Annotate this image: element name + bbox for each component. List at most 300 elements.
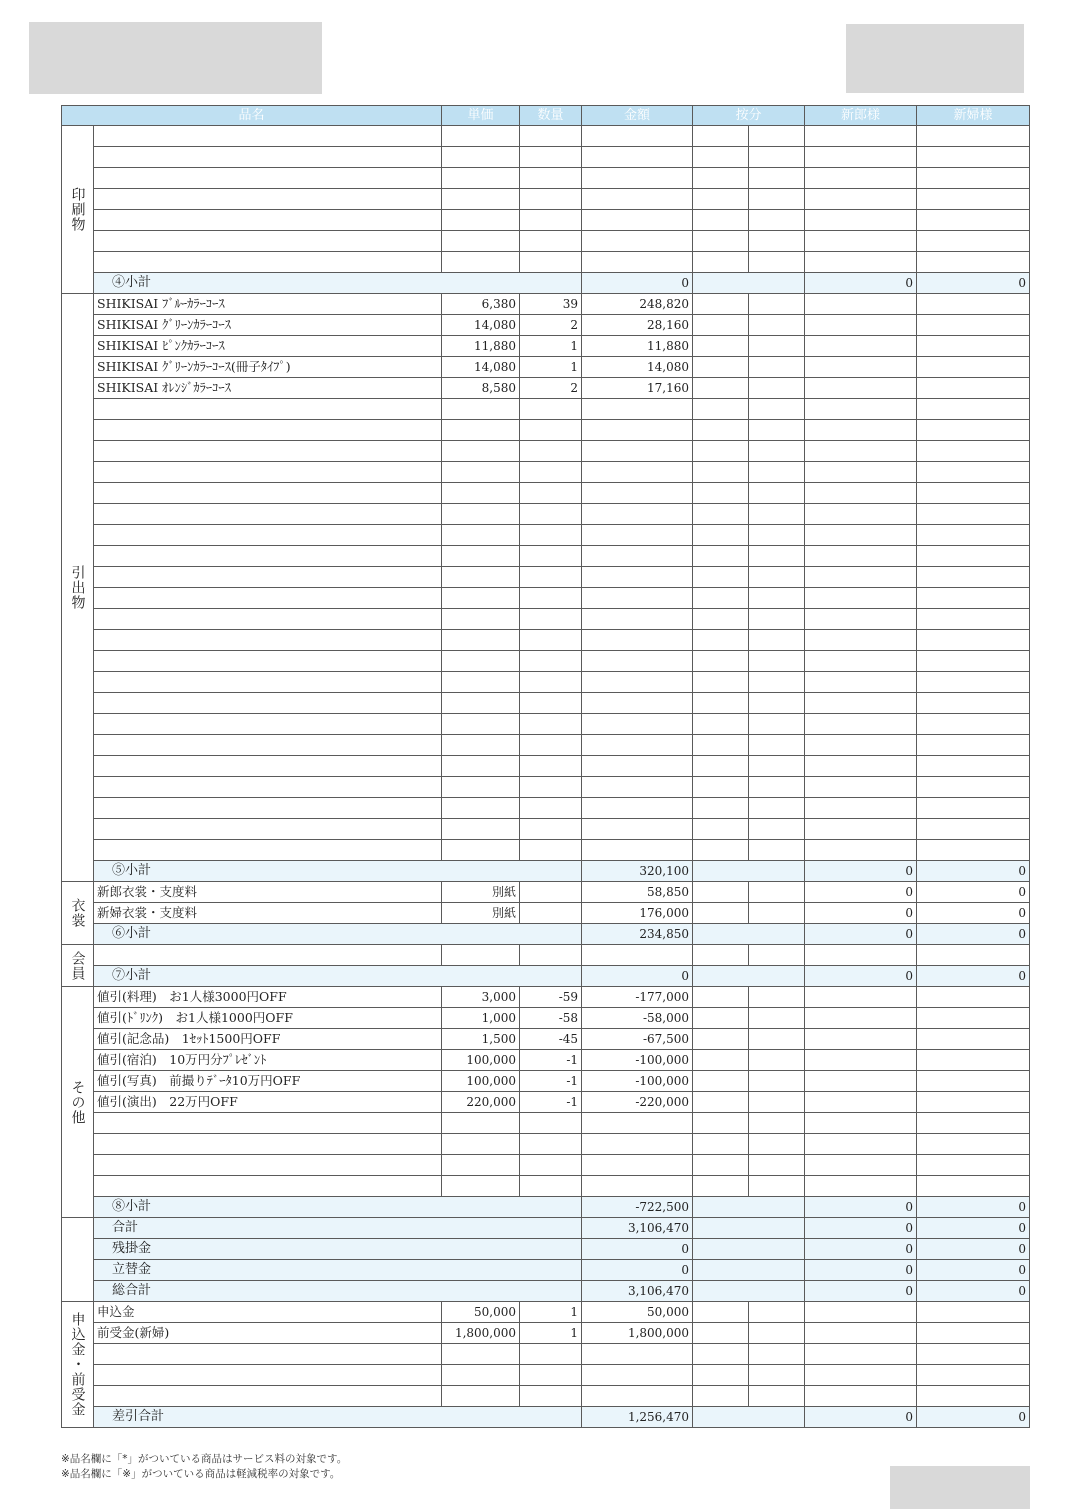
subtotal-label: 総合計 — [94, 1281, 582, 1302]
allocation-b — [749, 777, 805, 798]
amount — [582, 651, 693, 672]
groom-amount — [805, 1365, 917, 1386]
unit-price — [442, 651, 520, 672]
allocation-b — [749, 1344, 805, 1365]
allocation-b — [749, 672, 805, 693]
bride-amount — [917, 1386, 1030, 1407]
table-row — [62, 861, 1030, 882]
table-row — [62, 1407, 1030, 1428]
amount: -177,000 — [582, 987, 693, 1008]
allocation-a — [693, 441, 749, 462]
subtotal-allocation — [693, 1281, 805, 1302]
table-row — [62, 357, 1030, 378]
item-name — [94, 1386, 442, 1407]
bride-amount — [917, 672, 1030, 693]
subtotal-groom: 0 — [805, 1218, 917, 1239]
allocation-b — [749, 546, 805, 567]
unit-price: 別紙 — [442, 903, 520, 924]
subtotal-groom: 0 — [805, 966, 917, 987]
groom-amount — [805, 1008, 917, 1029]
unit-price — [442, 630, 520, 651]
bride-amount — [917, 651, 1030, 672]
table-row — [62, 630, 1030, 651]
unit-price — [442, 546, 520, 567]
allocation-b — [749, 945, 805, 966]
footnotes — [61, 1452, 347, 1482]
bride-amount — [917, 630, 1030, 651]
table-row — [62, 1386, 1030, 1407]
allocation-a — [693, 840, 749, 861]
unit-price — [442, 1344, 520, 1365]
bride-amount — [917, 357, 1030, 378]
allocation-b — [749, 294, 805, 315]
footnote-tax: ※品名欄に「※」がついている商品は軽減税率の対象です。 — [61, 1468, 341, 1480]
groom-amount — [805, 798, 917, 819]
unit-price: 14,080 — [442, 315, 520, 336]
table-row — [62, 1281, 1030, 1302]
table-row — [62, 672, 1030, 693]
table-row — [62, 1344, 1030, 1365]
header-unit-price: 単価 — [442, 106, 520, 126]
allocation-a — [693, 168, 749, 189]
unit-price — [442, 735, 520, 756]
quantity — [520, 168, 582, 189]
amount — [582, 1344, 693, 1365]
allocation-a — [693, 567, 749, 588]
unit-price: 1,800,000 — [442, 1323, 520, 1344]
allocation-b — [749, 588, 805, 609]
quantity — [520, 399, 582, 420]
table-row — [62, 882, 1030, 903]
quantity: 1 — [520, 357, 582, 378]
item-name: 申込金 — [94, 1302, 442, 1323]
subtotal-amount: 320,100 — [582, 861, 693, 882]
allocation-a — [693, 1092, 749, 1113]
amount — [582, 210, 693, 231]
table-row — [62, 147, 1030, 168]
item-name: 新婦衣裳・支度料 — [94, 903, 442, 924]
bride-amount — [917, 714, 1030, 735]
quantity — [520, 945, 582, 966]
redacted-header-right — [846, 24, 1024, 93]
amount — [582, 819, 693, 840]
redacted-footer-right — [890, 1466, 1030, 1509]
amount — [582, 504, 693, 525]
item-name — [94, 798, 442, 819]
quantity — [520, 189, 582, 210]
allocation-a — [693, 294, 749, 315]
item-name — [94, 630, 442, 651]
allocation-a — [693, 1113, 749, 1134]
unit-price: 3,000 — [442, 987, 520, 1008]
unit-price — [442, 693, 520, 714]
groom-amount — [805, 840, 917, 861]
item-name: SHIKISAI ﾌﾞﾙｰｶﾗｰｺｰｽ — [94, 294, 442, 315]
item-name: SHIKISAI ｸﾞﾘｰﾝｶﾗｰｺｰｽ(冊子ﾀｲﾌﾟ) — [94, 357, 442, 378]
allocation-a — [693, 546, 749, 567]
unit-price — [442, 1365, 520, 1386]
allocation-b — [749, 1386, 805, 1407]
quantity: -58 — [520, 1008, 582, 1029]
table-row — [62, 987, 1030, 1008]
allocation-a — [693, 189, 749, 210]
table-row — [62, 1197, 1030, 1218]
allocation-b — [749, 1365, 805, 1386]
groom-amount — [805, 525, 917, 546]
table-row — [62, 798, 1030, 819]
groom-amount — [805, 609, 917, 630]
unit-price — [442, 840, 520, 861]
amount: 1,800,000 — [582, 1323, 693, 1344]
item-name — [94, 126, 442, 147]
unit-price: 別紙 — [442, 882, 520, 903]
allocation-a — [693, 588, 749, 609]
unit-price — [442, 189, 520, 210]
quantity: 1 — [520, 336, 582, 357]
subtotal-amount: 234,850 — [582, 924, 693, 945]
unit-price — [442, 1113, 520, 1134]
header-allocation: 按分 — [693, 106, 805, 126]
allocation-b — [749, 210, 805, 231]
table-row — [62, 231, 1030, 252]
allocation-a — [693, 693, 749, 714]
table-row — [62, 126, 1030, 147]
allocation-b — [749, 504, 805, 525]
item-name — [94, 462, 442, 483]
allocation-a — [693, 210, 749, 231]
table-row — [62, 462, 1030, 483]
amount — [582, 462, 693, 483]
allocation-b — [749, 567, 805, 588]
quantity — [520, 231, 582, 252]
bride-amount — [917, 1092, 1030, 1113]
item-name — [94, 672, 442, 693]
amount — [582, 420, 693, 441]
groom-amount — [805, 735, 917, 756]
allocation-a — [693, 357, 749, 378]
bride-amount — [917, 1323, 1030, 1344]
amount — [582, 714, 693, 735]
allocation-a — [693, 1050, 749, 1071]
table-row — [62, 525, 1030, 546]
table-row — [62, 567, 1030, 588]
groom-amount — [805, 315, 917, 336]
table-row — [62, 168, 1030, 189]
allocation-b — [749, 756, 805, 777]
subtotal-amount: 1,256,470 — [582, 1407, 693, 1428]
amount: 28,160 — [582, 315, 693, 336]
quantity — [520, 483, 582, 504]
unit-price: 6,380 — [442, 294, 520, 315]
subtotal-groom: 0 — [805, 861, 917, 882]
bride-amount — [917, 126, 1030, 147]
subtotal-allocation — [693, 861, 805, 882]
bride-amount — [917, 1155, 1030, 1176]
allocation-a — [693, 882, 749, 903]
bride-amount — [917, 756, 1030, 777]
subtotal-label: 立替金 — [94, 1260, 582, 1281]
quantity — [520, 693, 582, 714]
groom-amount — [805, 987, 917, 1008]
unit-price — [442, 483, 520, 504]
allocation-a — [693, 1134, 749, 1155]
amount — [582, 1176, 693, 1197]
allocation-a — [693, 735, 749, 756]
quantity — [520, 462, 582, 483]
allocation-a — [693, 378, 749, 399]
category-label: 衣裳 — [62, 882, 94, 945]
table-row — [62, 189, 1030, 210]
allocation-b — [749, 987, 805, 1008]
subtotal-groom: 0 — [805, 1197, 917, 1218]
bride-amount — [917, 315, 1030, 336]
groom-amount — [805, 651, 917, 672]
subtotal-bride: 0 — [917, 1407, 1030, 1428]
table-row — [62, 714, 1030, 735]
bride-amount — [917, 147, 1030, 168]
subtotal-amount: 3,106,470 — [582, 1281, 693, 1302]
item-name — [94, 777, 442, 798]
groom-amount — [805, 1323, 917, 1344]
amount — [582, 399, 693, 420]
unit-price — [442, 231, 520, 252]
subtotal-bride: 0 — [917, 1260, 1030, 1281]
table-row — [62, 819, 1030, 840]
table-row — [62, 735, 1030, 756]
bride-amount — [917, 1071, 1030, 1092]
groom-amount — [805, 1176, 917, 1197]
subtotal-amount: 0 — [582, 966, 693, 987]
quantity: -59 — [520, 987, 582, 1008]
allocation-a — [693, 672, 749, 693]
bride-amount — [917, 1344, 1030, 1365]
item-name: 値引(宿泊) 10万円分ﾌﾟﾚｾﾞﾝﾄ — [94, 1050, 442, 1071]
allocation-b — [749, 693, 805, 714]
bride-amount — [917, 1134, 1030, 1155]
quantity — [520, 1134, 582, 1155]
allocation-a — [693, 1323, 749, 1344]
amount — [582, 252, 693, 273]
allocation-a — [693, 987, 749, 1008]
table-row — [62, 1302, 1030, 1323]
unit-price — [442, 609, 520, 630]
bride-amount — [917, 231, 1030, 252]
amount — [582, 945, 693, 966]
groom-amount — [805, 231, 917, 252]
subtotal-amount: 3,106,470 — [582, 1218, 693, 1239]
allocation-a — [693, 252, 749, 273]
allocation-a — [693, 1344, 749, 1365]
amount — [582, 1386, 693, 1407]
footnote-service: ※品名欄に「*」がついている商品はサービス料の対象です。 — [61, 1453, 348, 1465]
allocation-b — [749, 525, 805, 546]
allocation-a — [693, 819, 749, 840]
subtotal-bride: 0 — [917, 1281, 1030, 1302]
allocation-b — [749, 189, 805, 210]
table-row — [62, 504, 1030, 525]
allocation-b — [749, 1155, 805, 1176]
quantity — [520, 126, 582, 147]
subtotal-amount: 0 — [582, 1239, 693, 1260]
groom-amount — [805, 693, 917, 714]
subtotal-allocation — [693, 1218, 805, 1239]
header-bride: 新婦様 — [917, 106, 1030, 126]
amount — [582, 567, 693, 588]
table-row — [62, 483, 1030, 504]
subtotal-bride: 0 — [917, 1218, 1030, 1239]
allocation-a — [693, 777, 749, 798]
subtotal-allocation — [693, 273, 805, 294]
table-row — [62, 1260, 1030, 1281]
subtotal-allocation — [693, 924, 805, 945]
bride-amount — [917, 525, 1030, 546]
allocation-a — [693, 126, 749, 147]
quantity: -1 — [520, 1092, 582, 1113]
amount — [582, 441, 693, 462]
allocation-b — [749, 1134, 805, 1155]
allocation-b — [749, 462, 805, 483]
groom-amount — [805, 1029, 917, 1050]
unit-price — [442, 1155, 520, 1176]
item-name — [94, 483, 442, 504]
quantity — [520, 714, 582, 735]
groom-amount — [805, 819, 917, 840]
item-name: 値引(ﾄﾞﾘﾝｸ) お1人様1000円OFF — [94, 1008, 442, 1029]
quantity — [520, 1176, 582, 1197]
redacted-header-left — [29, 22, 322, 94]
unit-price — [442, 525, 520, 546]
allocation-b — [749, 252, 805, 273]
quantity — [520, 546, 582, 567]
unit-price — [442, 588, 520, 609]
quantity — [520, 651, 582, 672]
amount — [582, 168, 693, 189]
item-name — [94, 651, 442, 672]
table-row — [62, 378, 1030, 399]
bride-amount — [917, 168, 1030, 189]
amount — [582, 525, 693, 546]
quantity — [520, 147, 582, 168]
bride-amount — [917, 777, 1030, 798]
amount — [582, 777, 693, 798]
bride-amount — [917, 798, 1030, 819]
groom-amount — [805, 1071, 917, 1092]
quantity — [520, 819, 582, 840]
quantity — [520, 903, 582, 924]
amount — [582, 1134, 693, 1155]
item-name: SHIKISAI ｵﾚﾝｼﾞｶﾗｰｺｰｽ — [94, 378, 442, 399]
item-name — [94, 546, 442, 567]
amount — [582, 693, 693, 714]
unit-price — [442, 714, 520, 735]
allocation-a — [693, 609, 749, 630]
item-name — [94, 441, 442, 462]
allocation-b — [749, 483, 805, 504]
estimate-table — [61, 105, 1030, 1428]
item-name — [94, 399, 442, 420]
unit-price: 11,880 — [442, 336, 520, 357]
table-row — [62, 441, 1030, 462]
item-name — [94, 945, 442, 966]
unit-price — [442, 1386, 520, 1407]
unit-price — [442, 672, 520, 693]
table-row — [62, 273, 1030, 294]
item-name — [94, 210, 442, 231]
allocation-b — [749, 840, 805, 861]
unit-price — [442, 252, 520, 273]
amount — [582, 147, 693, 168]
item-name — [94, 609, 442, 630]
allocation-a — [693, 462, 749, 483]
bride-amount: 0 — [917, 882, 1030, 903]
allocation-a — [693, 504, 749, 525]
quantity — [520, 672, 582, 693]
item-name — [94, 1365, 442, 1386]
allocation-a — [693, 147, 749, 168]
groom-amount — [805, 441, 917, 462]
subtotal-groom: 0 — [805, 1407, 917, 1428]
unit-price — [442, 798, 520, 819]
subtotal-bride: 0 — [917, 966, 1030, 987]
subtotal-allocation — [693, 1197, 805, 1218]
unit-price: 50,000 — [442, 1302, 520, 1323]
unit-price — [442, 399, 520, 420]
table-row — [62, 1008, 1030, 1029]
table-row — [62, 966, 1030, 987]
allocation-b — [749, 1008, 805, 1029]
allocation-a — [693, 651, 749, 672]
groom-amount — [805, 714, 917, 735]
allocation-b — [749, 819, 805, 840]
groom-amount — [805, 378, 917, 399]
allocation-a — [693, 945, 749, 966]
bride-amount — [917, 210, 1030, 231]
amount — [582, 840, 693, 861]
item-name — [94, 693, 442, 714]
quantity — [520, 504, 582, 525]
table-row — [62, 1050, 1030, 1071]
unit-price — [442, 819, 520, 840]
unit-price — [442, 147, 520, 168]
table-row — [62, 1365, 1030, 1386]
quantity — [520, 420, 582, 441]
subtotal-label: 合計 — [94, 1218, 582, 1239]
amount — [582, 483, 693, 504]
category-label: 申込金・前受金 — [62, 1302, 94, 1428]
amount: -100,000 — [582, 1071, 693, 1092]
groom-amount — [805, 252, 917, 273]
quantity — [520, 525, 582, 546]
quantity: 1 — [520, 1302, 582, 1323]
quantity: 2 — [520, 315, 582, 336]
quantity: 2 — [520, 378, 582, 399]
item-name — [94, 1113, 442, 1134]
allocation-a — [693, 756, 749, 777]
bride-amount — [917, 441, 1030, 462]
allocation-b — [749, 168, 805, 189]
table-row — [62, 106, 1030, 126]
groom-amount — [805, 483, 917, 504]
amount — [582, 609, 693, 630]
unit-price: 100,000 — [442, 1050, 520, 1071]
allocation-a — [693, 1302, 749, 1323]
item-name — [94, 1155, 442, 1176]
allocation-a — [693, 1071, 749, 1092]
category-label: 引出物 — [62, 294, 94, 882]
table-row — [62, 588, 1030, 609]
allocation-b — [749, 882, 805, 903]
unit-price — [442, 168, 520, 189]
